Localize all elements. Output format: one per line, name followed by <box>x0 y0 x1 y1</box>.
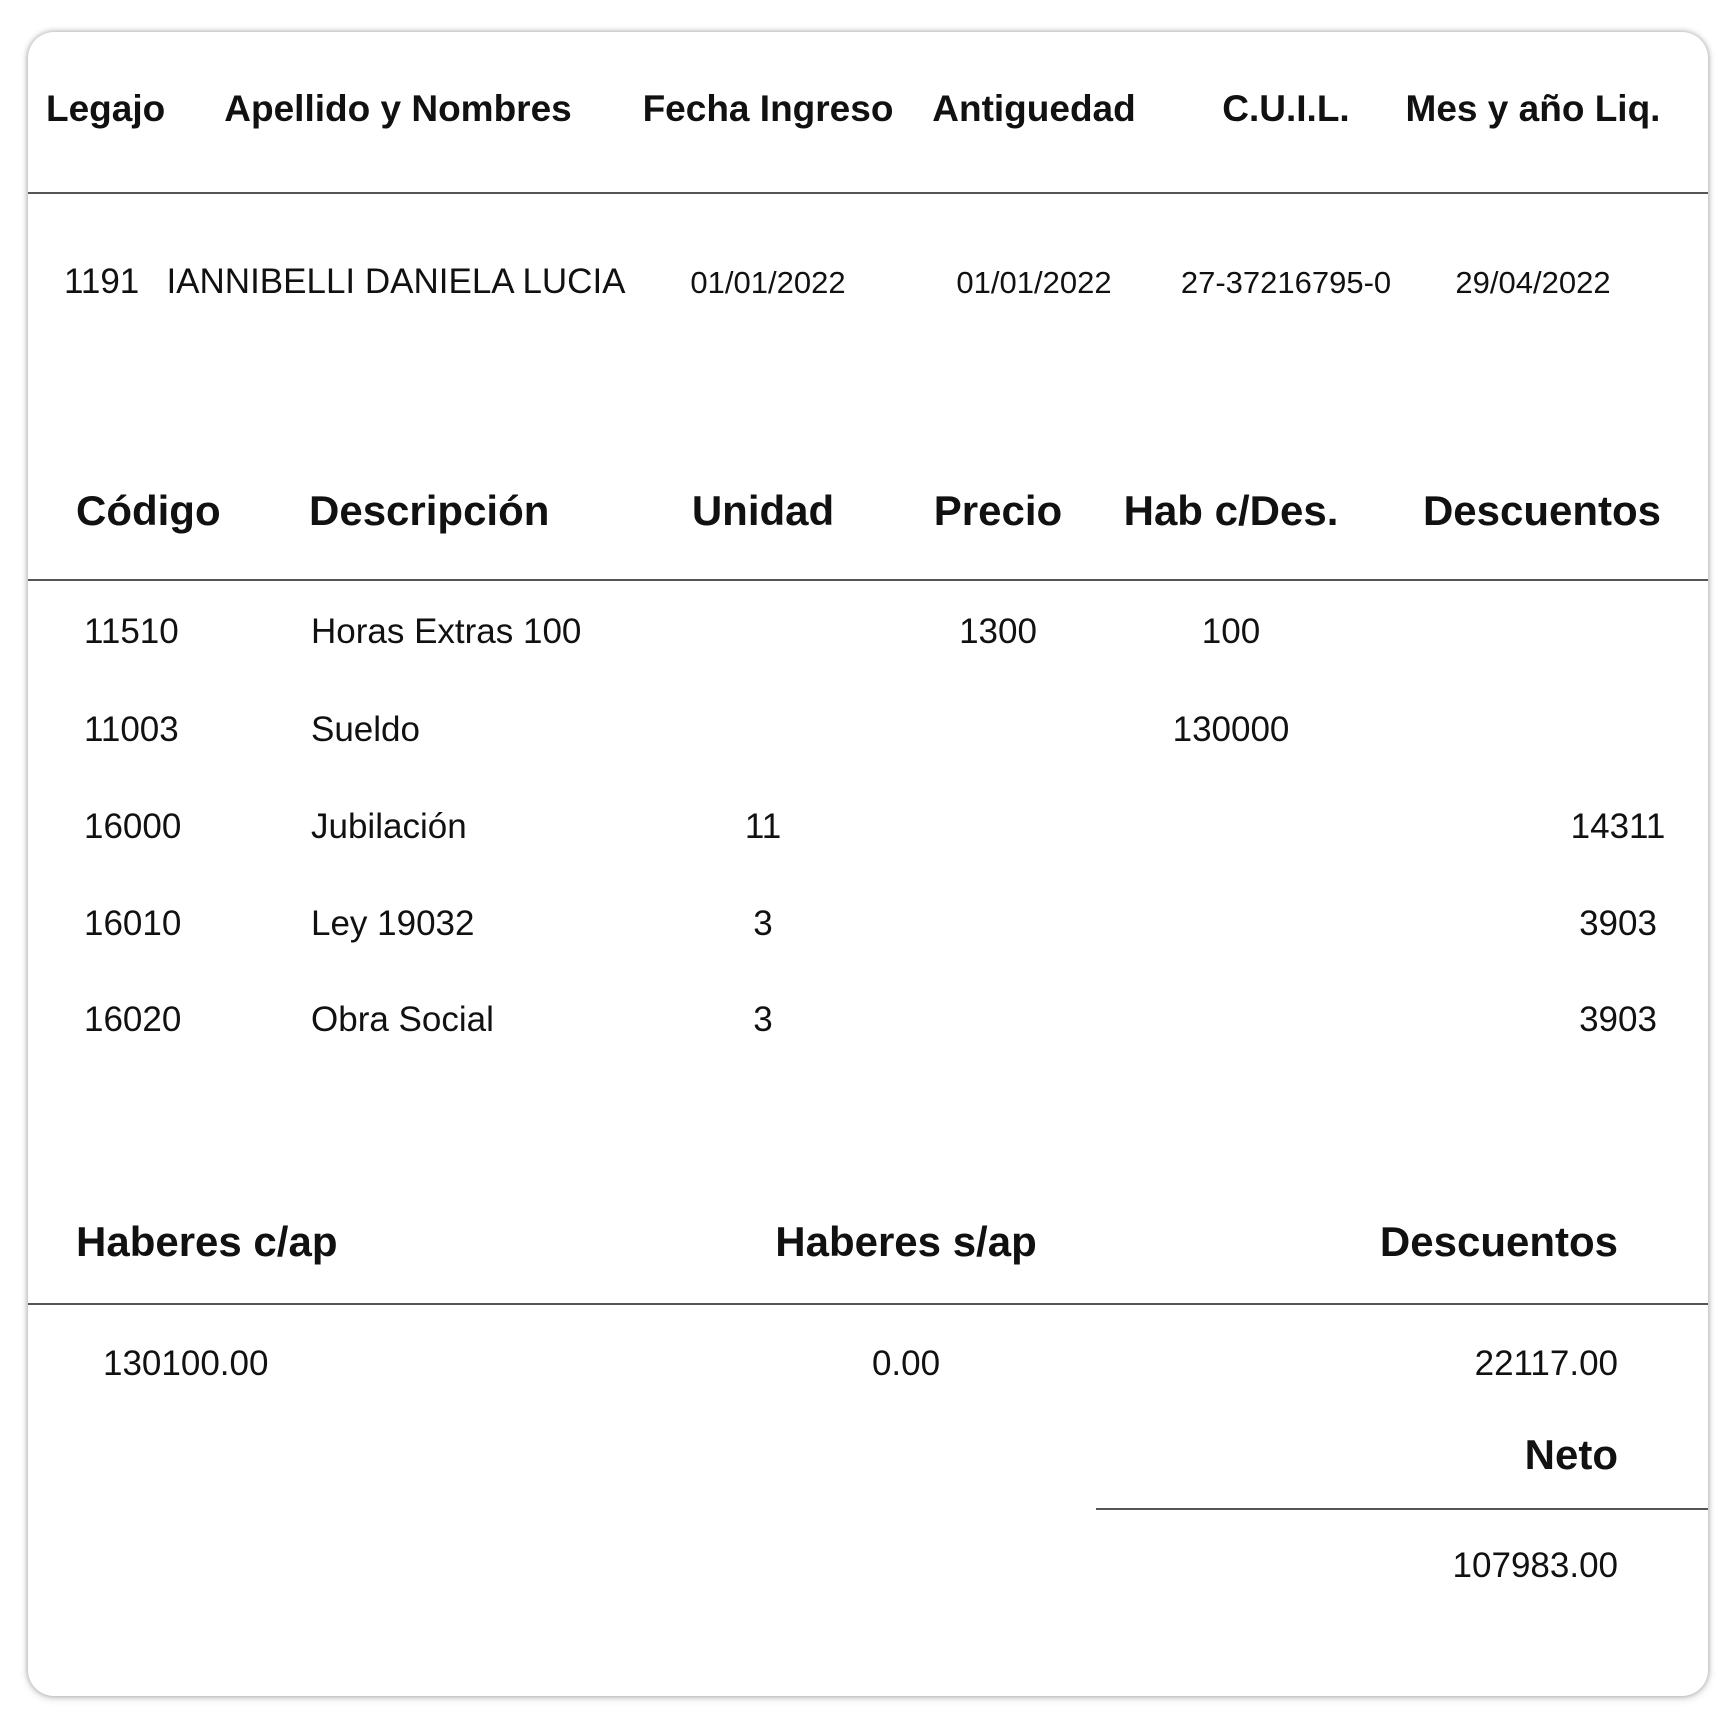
header-apellido-nombres: Apellido y Nombres <box>224 88 572 129</box>
row-hab: 130000 <box>1172 710 1290 749</box>
value-legajo: 1191 <box>64 262 140 301</box>
row-codigo: 11003 <box>84 710 179 749</box>
row-unidad: 11 <box>744 807 782 846</box>
row-codigo: 16010 <box>84 904 182 943</box>
row-descripcion: Horas Extras 100 <box>311 612 582 651</box>
header-descuentos: Descuentos <box>1422 487 1662 534</box>
value-cuil: 27-37216795-0 <box>1180 265 1392 300</box>
header-haberes-sap: Haberes s/ap <box>775 1218 1037 1265</box>
row-descuentos: 3903 <box>1579 1000 1657 1039</box>
value-haberes-sap: 0.00 <box>871 1344 941 1383</box>
header-antiguedad: Antiguedad <box>932 88 1136 129</box>
header-precio: Precio <box>933 487 1063 534</box>
value-apellido-nombres: IANNIBELLI DANIELA LUCIA <box>166 262 626 301</box>
header-codigo: Código <box>76 487 221 534</box>
value-neto: 107983.00 <box>1452 1546 1618 1585</box>
items-header-divider <box>28 579 1708 581</box>
row-unidad: 3 <box>753 904 773 943</box>
employee-header-divider <box>28 192 1708 194</box>
value-haberes-cap: 130100.00 <box>103 1344 269 1383</box>
value-antiguedad: 01/01/2022 <box>956 265 1112 300</box>
row-codigo: 11510 <box>84 612 179 651</box>
header-unidad: Unidad <box>691 487 835 534</box>
header-fecha-ingreso: Fecha Ingreso <box>642 88 894 129</box>
row-descripcion: Obra Social <box>311 1000 494 1039</box>
row-descripcion: Jubilación <box>311 807 467 846</box>
row-precio: 1300 <box>959 612 1037 651</box>
row-descuentos: 14311 <box>1570 807 1666 846</box>
row-codigo: 16020 <box>84 1000 182 1039</box>
header-descripcion: Descripción <box>309 487 550 534</box>
row-codigo: 16000 <box>84 807 182 846</box>
neto-divider <box>1096 1508 1708 1510</box>
header-mes-anio-liq: Mes y año Liq. <box>1405 88 1661 129</box>
value-fecha-ingreso: 01/01/2022 <box>690 265 846 300</box>
row-unidad: 3 <box>753 1000 773 1039</box>
header-neto: Neto <box>1524 1431 1618 1478</box>
row-descripcion: Sueldo <box>311 710 420 749</box>
header-hab-c-des: Hab c/Des. <box>1123 487 1339 534</box>
row-hab: 100 <box>1201 612 1261 651</box>
header-legajo: Legajo <box>46 88 166 129</box>
row-descuentos: 3903 <box>1579 904 1657 943</box>
value-mes-anio-liq: 29/04/2022 <box>1455 265 1611 300</box>
payslip-card <box>28 32 1708 1696</box>
totals-header-divider <box>28 1303 1708 1305</box>
value-total-descuentos: 22117.00 <box>1474 1344 1618 1383</box>
header-haberes-cap: Haberes c/ap <box>76 1218 338 1265</box>
header-cuil: C.U.I.L. <box>1222 88 1350 129</box>
header-total-descuentos: Descuentos <box>1379 1218 1618 1265</box>
row-descripcion: Ley 19032 <box>311 904 475 943</box>
